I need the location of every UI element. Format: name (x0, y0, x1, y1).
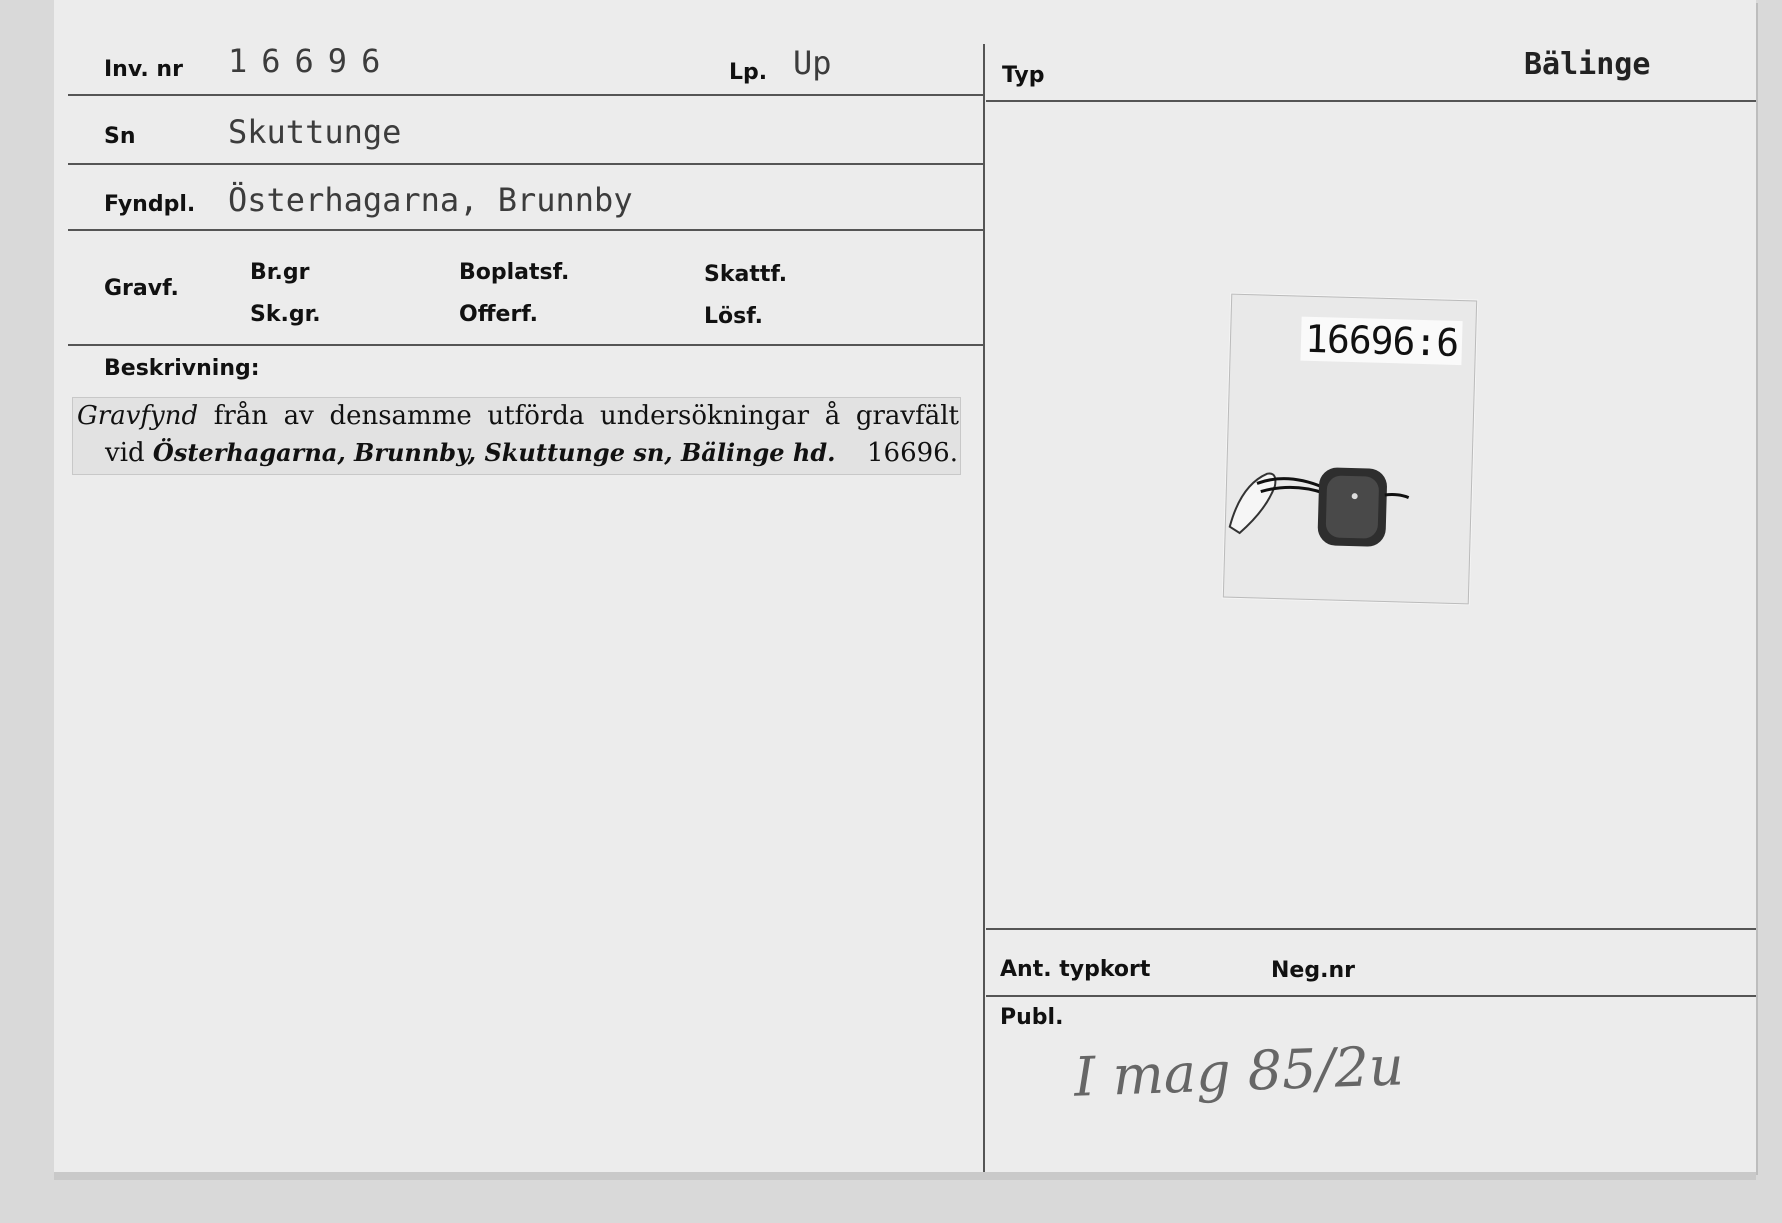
typ-label: Typ (1002, 63, 1045, 88)
catalog-card (54, 0, 1756, 1172)
skgr-label: Sk.gr. (250, 302, 321, 327)
description-line-1 (77, 401, 959, 431)
offerf-label: Offerf. (459, 302, 539, 327)
divider (68, 229, 984, 231)
fyndpl-label: Fyndpl. (104, 192, 196, 217)
divider (986, 100, 1756, 102)
publ-label: Publ. (1000, 1005, 1064, 1030)
description-text: från av densamme utförda undersökningar å gravfält (213, 401, 959, 431)
parish-value: Bälinge (1524, 47, 1651, 82)
inv-nr-label: Inv. nr (104, 57, 183, 82)
publ-handwritten: I mag 85/2u (1073, 1034, 1405, 1109)
fyndpl-value: Österhagarna, Brunnby (228, 181, 633, 219)
divider (68, 94, 984, 96)
description-box (72, 397, 961, 475)
skattf-label: Skattf. (704, 262, 788, 287)
divider (68, 344, 984, 346)
brgr-label: Br.gr (250, 260, 310, 285)
description-italic: Gravfynd (77, 401, 199, 431)
photo-label: 16696:6 (1300, 317, 1462, 365)
description-location: Österhagarna, Brunnby, Skuttunge sn, Bälinge hd. (152, 438, 836, 467)
object-photo (1223, 294, 1477, 605)
ant-typkort-label: Ant. typkort (1000, 957, 1151, 982)
lp-value: Up (793, 44, 832, 82)
divider (986, 928, 1756, 930)
beskrivning-label: Beskrivning: (104, 356, 260, 381)
description-number: 16696. (867, 438, 958, 468)
divider (986, 995, 1756, 997)
negnr-label: Neg.nr (1271, 958, 1355, 983)
lp-label: Lp. (729, 60, 768, 85)
losf-label: Lösf. (704, 304, 763, 329)
inv-nr-value: 16696 (228, 42, 395, 80)
column-divider (983, 44, 985, 1178)
divider (68, 163, 984, 165)
sn-label: Sn (104, 124, 136, 149)
description-prefix: vid (105, 438, 145, 468)
description-line-2 (105, 438, 836, 468)
bead-object-image (1224, 295, 1476, 604)
sn-value: Skuttunge (228, 113, 402, 151)
boplatsf-label: Boplatsf. (459, 260, 570, 285)
gravf-label: Gravf. (104, 276, 179, 301)
